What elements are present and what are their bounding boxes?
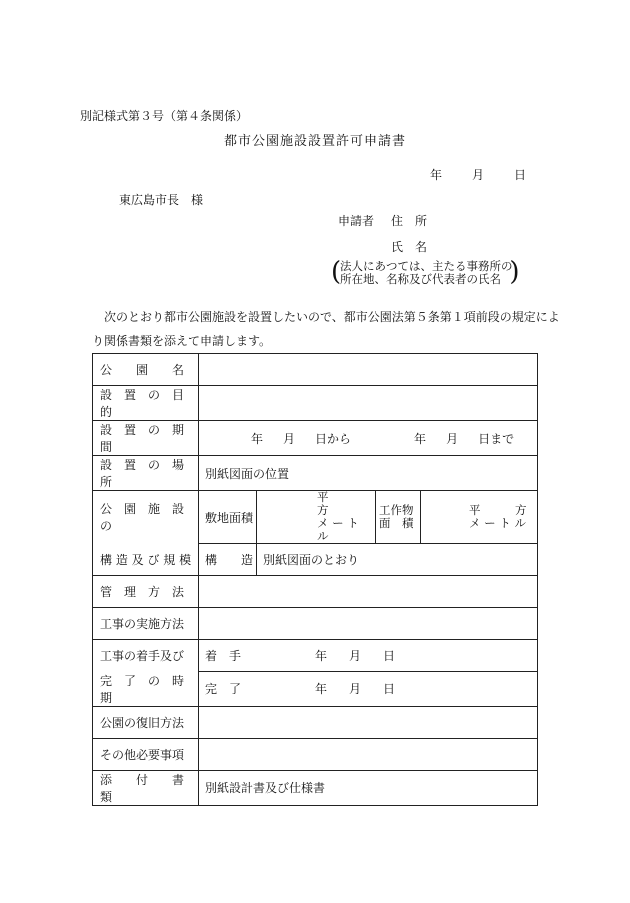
site-area-unit-1: 平 方: [317, 490, 363, 517]
restoration-field[interactable]: [199, 706, 538, 738]
corporation-note: [331, 257, 520, 287]
start-day: 日: [383, 649, 396, 663]
form-title: 都市公園施設設置許可申請書: [223, 134, 406, 149]
other-label: その他必要事項: [93, 738, 199, 770]
row-facility-2: [93, 544, 538, 576]
other-field[interactable]: [199, 738, 538, 770]
applicant-label: 申請者: [338, 214, 375, 228]
facility-label-1: 公 園 施 設 の: [93, 491, 199, 544]
structure-area-unit-2: メ ー ト ル: [469, 516, 526, 530]
row-park-name: [93, 354, 538, 386]
site-area-label: 敷地面積: [199, 491, 257, 543]
date-line: [430, 166, 526, 183]
structure-area-unit-1: 平 方: [469, 503, 527, 517]
site-area-unit-2: メ ー ト ル: [317, 516, 359, 543]
complete-field[interactable]: [199, 672, 538, 707]
paren-right: ): [509, 257, 520, 287]
row-restoration: [93, 706, 538, 738]
structure-area-label: 工作物 面 積: [376, 491, 421, 543]
application-table: [92, 353, 538, 806]
park-name-label: 公 園 名: [93, 354, 199, 386]
period-to-day: 日まで: [478, 431, 515, 446]
row-purpose: [93, 386, 538, 421]
row-attachments: [93, 770, 538, 805]
attachments-label: 添 付 書 類: [93, 770, 199, 805]
row-start: [93, 640, 538, 672]
date-year: 年: [429, 168, 442, 182]
location-field[interactable]: 別紙図面の位置: [199, 456, 538, 491]
row-complete: [93, 672, 538, 707]
attachments-field[interactable]: 別紙設計書及び仕様書: [199, 770, 538, 805]
start-label: 着 手: [205, 649, 242, 663]
body-text: 次のとおり都市公園施設を設置したいので、都市公園法第５条第１項前段の規定により関係書類を添えて申請します。: [92, 310, 560, 348]
period-label: 設 置 の 期 間: [93, 421, 199, 456]
name-label: 氏 名: [391, 240, 428, 254]
corp-note-line1: 法人にあつては、主たる事務所の: [340, 259, 513, 273]
management-label: 管 理 方 法: [93, 576, 199, 608]
structure-cell: [199, 544, 538, 576]
row-construction-method: [93, 608, 538, 640]
row-location: [93, 456, 538, 491]
period-from-day: 日から: [315, 431, 352, 446]
period-from-year: 年: [251, 431, 264, 446]
date-day: 日: [513, 168, 526, 182]
corp-note-line2: 所在地、名称及び代表者の氏名: [340, 272, 501, 286]
period-to-month: 月: [446, 431, 459, 446]
paren-left: (: [331, 257, 342, 287]
row-management: [93, 576, 538, 608]
purpose-label: 設 置 の 目 的: [93, 386, 199, 421]
period-to-year: 年: [414, 431, 427, 446]
form-number: 別記様式第３号（第４条関係）: [80, 109, 249, 123]
period-field[interactable]: [199, 421, 538, 456]
construction-method-label: 工事の実施方法: [93, 608, 199, 640]
management-field[interactable]: [199, 576, 538, 608]
purpose-field[interactable]: [199, 386, 538, 421]
date-month: 月: [471, 168, 484, 182]
start-field[interactable]: [199, 640, 538, 672]
start-year: 年: [315, 649, 328, 663]
start-month: 月: [349, 649, 362, 663]
construction-method-field[interactable]: [199, 608, 538, 640]
timing-label-1: 工事の着手及び: [93, 640, 199, 672]
addressee: 東広島市長 様: [119, 193, 204, 207]
facility-label-2: 構 造 及 び 規 模: [93, 544, 199, 576]
area-cell: [199, 491, 538, 544]
row-other: [93, 738, 538, 770]
timing-label-2: 完 了 の 時 期: [93, 672, 199, 707]
row-facility-1: [93, 491, 538, 544]
site-area-field[interactable]: [257, 491, 376, 543]
structure-area-field[interactable]: [421, 491, 538, 543]
location-label: 設 置 の 場 所: [93, 456, 199, 491]
park-name-field[interactable]: [199, 354, 538, 386]
period-from-month: 月: [283, 431, 296, 446]
complete-label: 完 了: [205, 682, 242, 697]
complete-year: 年: [315, 682, 328, 697]
structure-field[interactable]: 別紙図面のとおり: [263, 553, 360, 567]
row-period: [93, 421, 538, 456]
restoration-label: 公園の復旧方法: [93, 706, 199, 738]
complete-day: 日: [383, 682, 396, 697]
address-label: 住 所: [391, 214, 428, 228]
complete-month: 月: [349, 682, 362, 697]
structure-label: 構 造: [199, 544, 257, 575]
